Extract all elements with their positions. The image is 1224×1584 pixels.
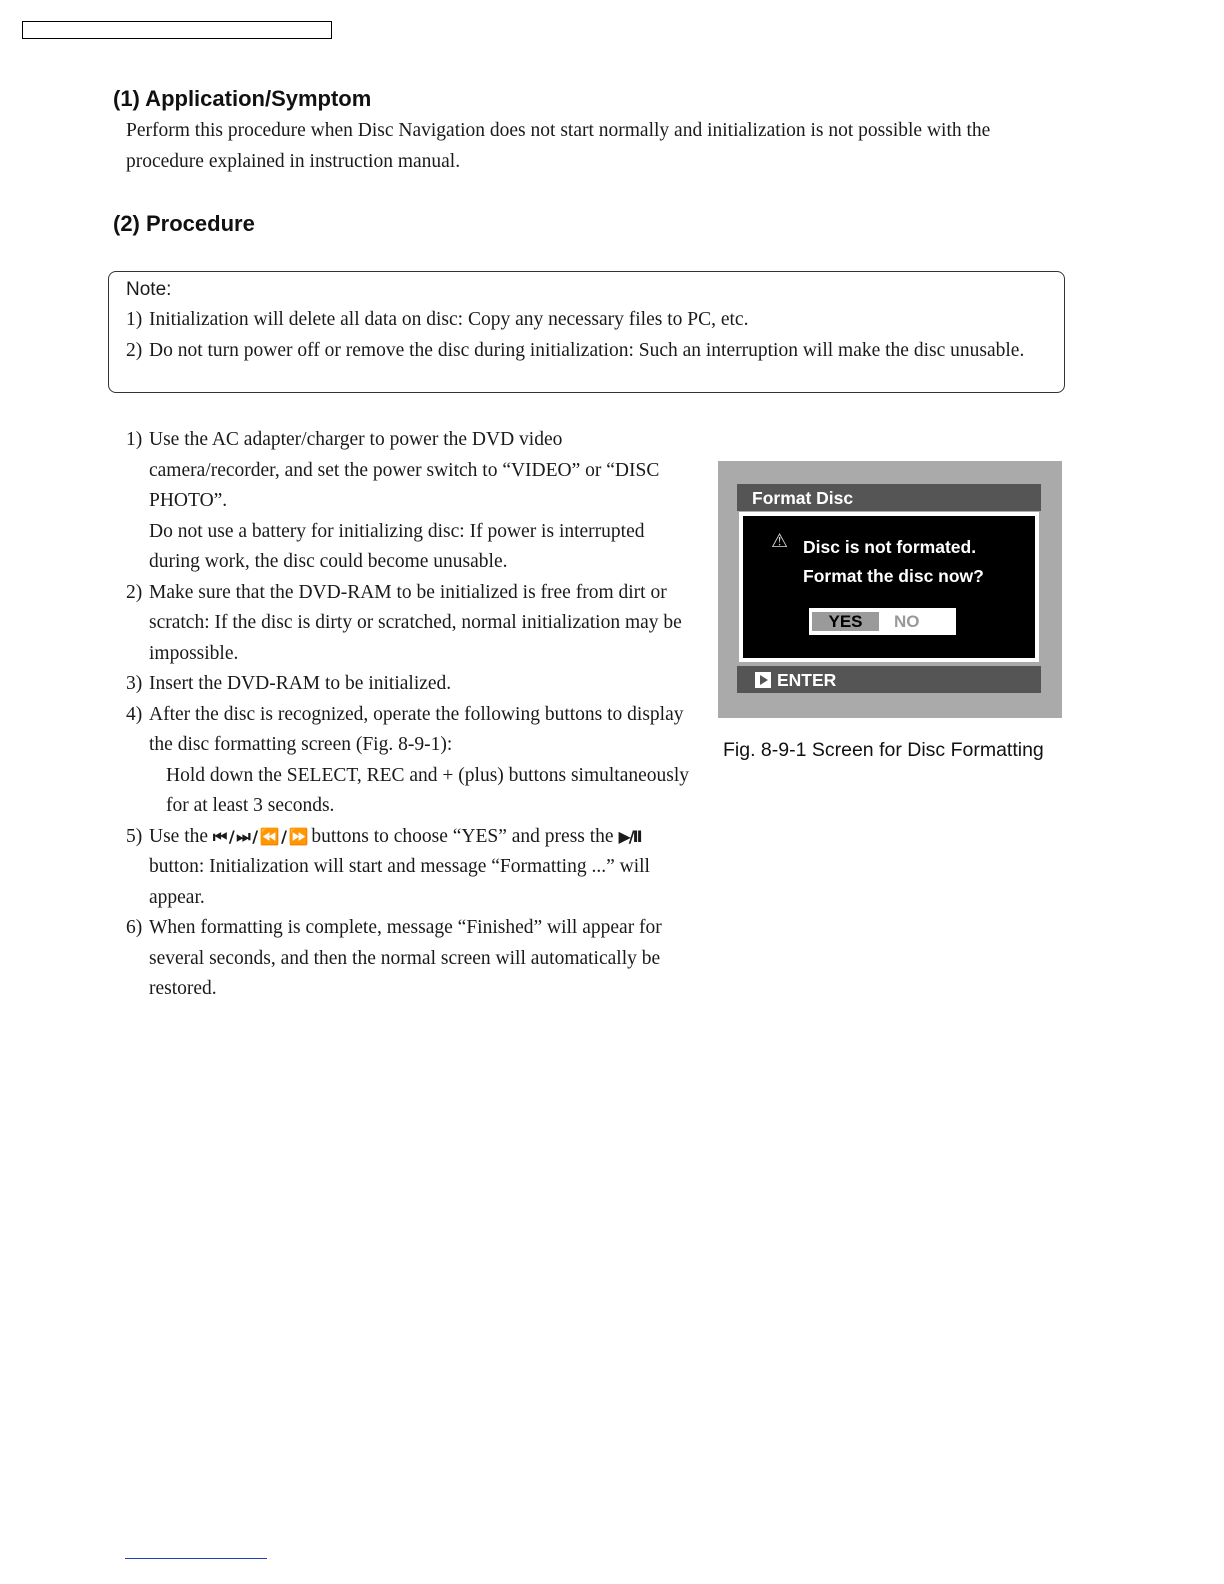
step-item bbox=[126, 700, 696, 822]
step-text bbox=[149, 822, 696, 914]
step-text-part: Use the bbox=[149, 825, 209, 847]
message-line: Format the disc now? bbox=[803, 566, 984, 586]
step-number: 6) bbox=[126, 917, 143, 938]
note-item bbox=[126, 336, 1064, 367]
enter-label: ENTER bbox=[777, 669, 837, 690]
step-number: 2) bbox=[126, 581, 143, 603]
procedure-steps bbox=[126, 425, 696, 1005]
note-item-number: 2) bbox=[126, 339, 143, 361]
step-item bbox=[126, 425, 696, 578]
step-number: 3) bbox=[126, 673, 143, 694]
footer-rule bbox=[125, 1558, 267, 1559]
yes-no-selector bbox=[809, 608, 956, 635]
format-disc-dialog bbox=[739, 512, 1039, 662]
section-heading-application: (1) Application/Symptom bbox=[113, 86, 372, 111]
yes-option: YES bbox=[812, 612, 879, 631]
step-number: 4) bbox=[126, 703, 143, 725]
enter-bar bbox=[737, 666, 1041, 693]
note-box bbox=[108, 271, 1065, 393]
play-icon bbox=[755, 672, 771, 688]
play-pause-button-icon: ▶/II bbox=[618, 826, 641, 846]
step-item bbox=[126, 669, 696, 700]
step-text: Use the AC adapter/charger to power the DVD video camera/recorder, and set the power switch to “VIDEO” or “DISC PHOTO”. bbox=[149, 429, 660, 511]
message-line: Disc is not formated. bbox=[803, 537, 977, 557]
step-text: Make sure that the DVD-RAM to be initialized is free from dirt or scratch: If the disc is dirty or scratched, normal initialization may be impossible. bbox=[149, 581, 682, 664]
section-heading-procedure: (2) Procedure bbox=[113, 211, 255, 236]
step-number: 5) bbox=[126, 825, 143, 847]
step-number: 1) bbox=[126, 429, 143, 450]
step-text: Hold down the SELECT, REC and + (plus) buttons simultaneously for at least 3 seconds. bbox=[166, 764, 690, 816]
format-disc-message bbox=[803, 533, 984, 591]
note-item bbox=[126, 305, 1064, 336]
no-option: NO bbox=[894, 611, 920, 631]
note-item-number: 1) bbox=[126, 309, 143, 330]
step-text-part: button: Initialization will start and message “Formatting ...” will appear. bbox=[149, 856, 650, 908]
format-disc-title: Format Disc bbox=[737, 484, 1041, 511]
skip-search-buttons-icon: ⏮ / ⏭ / ⏪ / ⏩ bbox=[212, 826, 307, 846]
format-disc-figure bbox=[718, 461, 1062, 718]
step-item bbox=[126, 913, 696, 1005]
step-text-part: buttons to choose “YES” and press the bbox=[311, 825, 614, 847]
step-item bbox=[126, 578, 696, 670]
header-box bbox=[22, 21, 332, 39]
note-title: Note: bbox=[126, 279, 172, 300]
note-item-text: Do not turn power off or remove the disc during initialization: Such an interruption will make the disc unusable. bbox=[149, 339, 1025, 361]
note-item-text: Initialization will delete all data on disc: Copy any necessary files to PC, etc. bbox=[149, 309, 749, 330]
warning-icon: ⚠ bbox=[771, 530, 789, 552]
figure-caption: Fig. 8-9-1 Screen for Disc Formatting bbox=[723, 739, 1044, 761]
step-text: Do not use a battery for initializing disc: If power is interrupted during work, the disc could become unusable. bbox=[149, 520, 645, 572]
application-text: Perform this procedure when Disc Navigation does not start normally and initialization is not possible with the procedure explained in instruction manual. bbox=[126, 120, 991, 172]
step-text: After the disc is recognized, operate the following buttons to display the disc formatting screen (Fig. 8-9-1): bbox=[149, 703, 684, 755]
step-text: When formatting is complete, message “Finished” will appear for several seconds, and then the normal screen will automatically be restored. bbox=[149, 917, 662, 999]
step-text: Insert the DVD-RAM to be initialized. bbox=[149, 673, 452, 694]
step-item bbox=[126, 822, 696, 914]
